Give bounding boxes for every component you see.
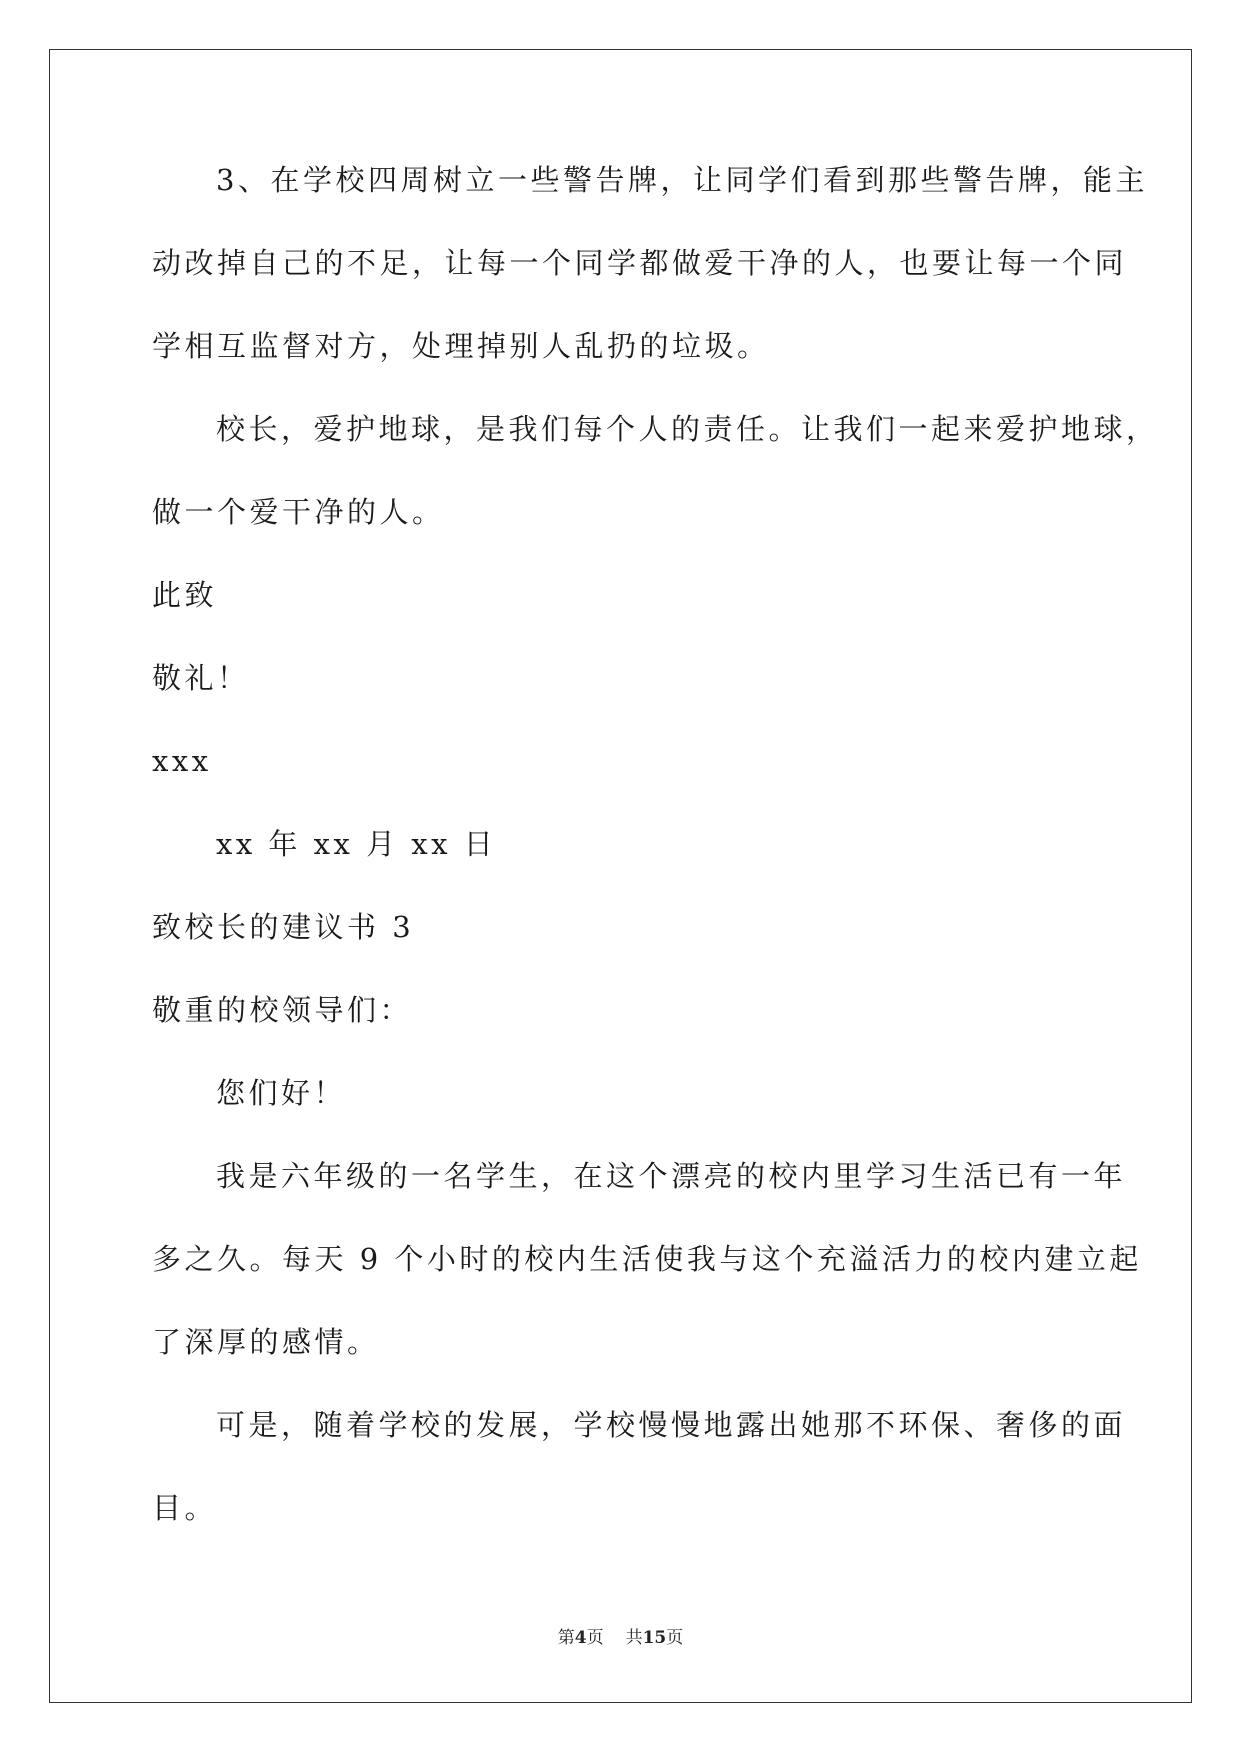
page-suffix: 页: [586, 1628, 604, 1648]
paragraph-line: 校长，爱护地球，是我们每个人的责任。让我们一起来爱护地球，: [216, 412, 1159, 446]
paragraph-line: 学相互监督对方，处理掉别人乱扔的垃圾。: [152, 329, 770, 363]
closing-regards: 敬礼！: [152, 661, 250, 695]
page-current: 4: [574, 1628, 587, 1648]
signature-name: xxx: [152, 744, 212, 778]
section-title: 致校长的建议书 3: [152, 910, 415, 944]
total-suffix: 页: [666, 1628, 684, 1648]
page-footer: [0, 1628, 1241, 1648]
document-body: [152, 163, 1159, 1576]
closing-salutation: 此致: [152, 578, 218, 612]
paragraph-line: 动改掉自己的不足，让每一个同学都做爱干净的人，也要让每一个同: [152, 246, 1128, 280]
page-prefix: 第: [557, 1628, 575, 1648]
greeting-recipient: 敬重的校领导们：: [152, 993, 413, 1027]
total-prefix: 共: [625, 1628, 643, 1648]
paragraph-line: 我是六年级的一名学生，在这个漂亮的校内里学习生活已有一年: [216, 1159, 1127, 1193]
paragraph-line: 多之久。每天 9 个小时的校内生活使我与这个充溢活力的校内建立起: [152, 1242, 1142, 1276]
paragraph-line: 可是，随着学校的发展，学校慢慢地露出她那不环保、奢侈的面: [216, 1408, 1127, 1442]
paragraph-line: 做一个爱干净的人。: [152, 495, 445, 529]
paragraph-line: 了深厚的感情。: [152, 1325, 380, 1359]
signature-date: xx 年 xx 月 xx 日: [216, 827, 497, 861]
greeting: 您们好！: [216, 1076, 347, 1110]
paragraph-line: 目。: [152, 1491, 218, 1525]
page-total: 15: [642, 1628, 667, 1648]
paragraph-line: 3、在学校四周树立一些警告牌，让同学们看到那些警告牌，能主: [216, 163, 1148, 197]
